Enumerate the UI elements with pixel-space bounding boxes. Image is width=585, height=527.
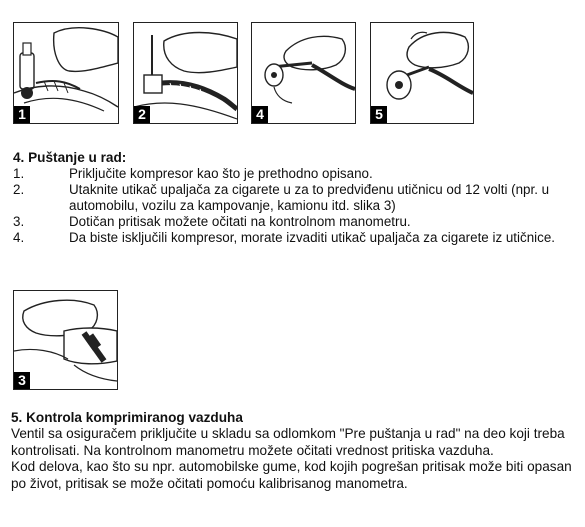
list-item-text: Dotičan pritisak možete očitati na kontrolnom manometru.	[69, 214, 411, 229]
list-item-number: 3.	[13, 214, 25, 229]
section-4-steps	[13, 166, 578, 246]
figure-3	[13, 290, 118, 390]
figure-number: 2	[134, 106, 150, 123]
list-item	[13, 230, 578, 246]
figure-4	[251, 22, 356, 124]
list-item-number: 1.	[13, 166, 25, 181]
list-item	[13, 182, 578, 214]
list-item-text: Da biste isključili kompresor, morate izvaditi utikač upaljača za cigarete iz utičnice.	[69, 230, 555, 245]
figure-2	[133, 22, 238, 124]
list-item-number: 4.	[13, 230, 25, 245]
list-item-number: 2.	[13, 182, 25, 197]
figure-number: 5	[371, 106, 387, 123]
figure-5	[370, 22, 474, 124]
section-5-heading: 5. Kontrola komprimiranog vazduha	[11, 410, 243, 425]
section-5-body	[11, 426, 577, 492]
section-5-paragraph-2: Kod delova, kao što su npr. automobilske gume, kod kojih pogrešan pritisak može biti opasan po život, pritisak se može očitati pomoću kalibrisanog manometra.	[11, 459, 572, 491]
list-item-text: Priključite kompresor kao što je prethodno opisano.	[69, 166, 373, 181]
figure-number: 3	[14, 372, 30, 389]
list-item-text: Utaknite utikač upaljača za cigarete u za to predviđenu utičnicu od 12 volti (npr. u automobilu, vozilu za kampovanje, kamionu itd. slika 3)	[69, 182, 550, 213]
figure-number: 4	[252, 106, 268, 123]
figure-number: 1	[14, 106, 30, 123]
section-5-paragraph-1: Ventil sa osiguračem priključite u skladu sa odlomkom "Pre puštanja u rad" na deo koji treba kontrolisati. Na kontrolnom manometru možete očitati vrednost pritiska vazduha.	[11, 426, 565, 458]
section-4-heading: 4. Puštanje u rad:	[13, 150, 127, 165]
list-item	[13, 166, 578, 182]
figure-1	[13, 22, 119, 124]
list-item	[13, 214, 578, 230]
